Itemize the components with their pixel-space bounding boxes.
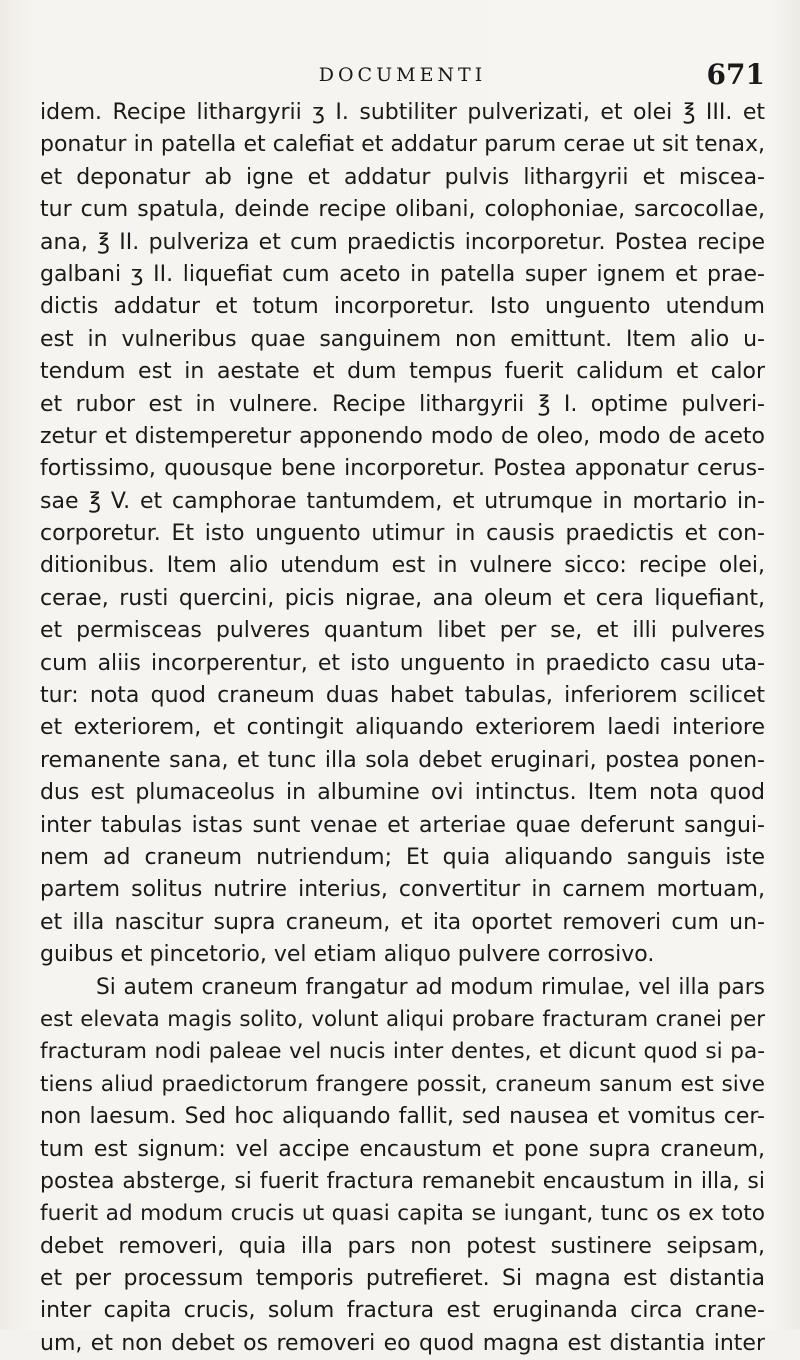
text-line: fracturam nodi paleae vel nucis inter dentes, et dicunt quod si pa- (40, 1039, 765, 1065)
text-line: tum est signum: vel accipe encaustum et pone supra craneum, (40, 1136, 765, 1162)
text-line: et rubor est in vulnere. Recipe lithargyrii ℥ I. optime pulveri- (40, 391, 765, 417)
text-line: partem solitus nutrire interius, convertitur in carnem mortuam, (40, 877, 765, 903)
running-title: DOCUMENTI (318, 64, 487, 86)
page-header (40, 60, 765, 90)
text-line: tur cum spatula, deinde recipe olibani, colophoniae, sarcocollae, (40, 197, 765, 223)
text-line: tendum est in aestate et dum tempus fuerit calidum et calor (40, 359, 765, 385)
text-line: non laesum. Sed hoc aliquando fallit, sed nausea et vomitus cer- (40, 1104, 765, 1130)
text-line: inter capita crucis, solum fractura est eruginanda circa crane- (40, 1298, 765, 1324)
text-line: corporetur. Et isto unguento utimur in causis praedictis et con- (40, 521, 765, 547)
paragraph (40, 972, 765, 1360)
text-line: fuerit ad modum crucis ut quasi capita se iungant, tunc os ex toto (40, 1201, 765, 1227)
text-line: ponatur in patella et calefiat et addatur parum cerae ut sit tenax, (40, 132, 765, 158)
text-line: dus est plumaceolus in albumine ovi intinctus. Item nota quod (40, 780, 765, 806)
text-line: cerae, rusti quercini, picis nigrae, ana oleum et cera liquefiant, (40, 585, 765, 611)
text-line: et deponatur ab igne et addatur pulvis lithargyrii et miscea- (40, 164, 765, 190)
text-line: um, et non debet os removeri eo quod magna est distantia inter (40, 1330, 765, 1356)
text-line: ana, ℥ II. pulveriza et cum praedictis incorporetur. Postea recipe (40, 229, 765, 255)
text-line: idem. Recipe lithargyrii ʒ I. subtiliter pulverizati, et olei ℥ III. et (40, 100, 765, 125)
text-line: zetur et distemperetur apponendo modo de oleo, modo de aceto (40, 423, 765, 449)
text-line: nem ad craneum nutriendum; Et quia aliquando sanguis iste (40, 844, 765, 870)
body-text (40, 97, 765, 1356)
text-line: sae ℥ V. et camphorae tantumdem, et utrumque in mortario in- (40, 488, 765, 514)
paragraph (40, 97, 765, 972)
text-line: galbani ʒ II. liquefiat cum aceto in patella super ignem et prae- (40, 261, 765, 287)
text-line: et permisceas pulveres quantum libet per se, et illi pulveres (40, 618, 765, 644)
text-line: et per processum temporis putrefieret. Si magna est distantia (40, 1266, 765, 1292)
text-line: et illa nascitur supra craneum, et ita oportet removeri cum un- (40, 909, 765, 935)
text-line: inter tabulas istas sunt venae et arteriae quae deferunt sangui- (40, 812, 765, 838)
text-line: est elevata magis solito, volunt aliqui probare fracturam cranei per (40, 1006, 765, 1032)
text-line: tur: nota quod craneum duas habet tabulas, inferiorem scilicet (40, 683, 765, 709)
text-line: et exteriorem, et contingit aliquando exteriorem laedi interiore (40, 715, 765, 741)
text-line: fortissimo, quousque bene incorporetur. Postea apponatur cerus- (40, 456, 765, 482)
text-line: est in vulneribus quae sanguinem non emittunt. Item alio u- (40, 326, 765, 352)
text-line: tiens aliud praedictorum frangere possit, craneum sanum est sive (40, 1071, 765, 1097)
text-line: debet removeri, quia illa pars non potest sustinere seipsam, (40, 1233, 765, 1259)
text-line: ditionibus. Item alio utendum est in vulnere sicco: recipe olei, (40, 553, 765, 579)
text-line: postea absterge, si fuerit fractura remanebit encaustum in illa, si (40, 1168, 765, 1194)
text-line: Si autem craneum frangatur ad modum rimulae, vel illa pars (96, 974, 765, 1000)
page-number: 671 (706, 58, 765, 91)
text-line: guibus et pincetorio, vel etiam aliquo pulvere corrosivo. (40, 942, 655, 968)
text-line: cum aliis incorperentur, et isto unguento in praedicto casu uta- (40, 650, 765, 676)
text-line: remanente sana, et tunc illa sola debet eruginari, postea ponen- (40, 747, 765, 773)
text-line: dictis addatur et totum incorporetur. Isto unguento utendum (40, 294, 765, 320)
